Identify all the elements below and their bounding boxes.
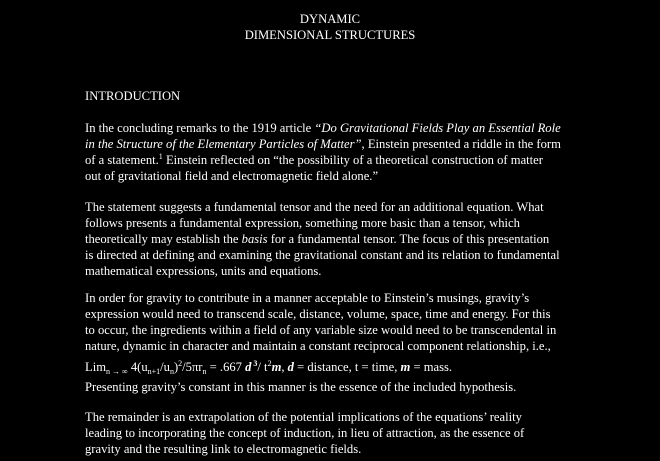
paragraph-4	[85, 379, 650, 395]
formula-subscript: n+1	[147, 367, 161, 376]
paragraph-5-line-1: The remainder is an extrapolation of the potential implications of the equations’ reality	[85, 410, 522, 424]
article-title-part-1: “Do Gravitational Fields Play an Essential Role	[314, 121, 561, 135]
formula-subscript: n	[169, 367, 174, 376]
formula-subscript: n	[202, 367, 207, 376]
formula-text: /5πr	[182, 360, 203, 374]
text-run: for a fundamental tensor. The focus of this presentation	[267, 232, 550, 246]
formula-text: 4(u	[127, 360, 148, 374]
formula-variable-m: m	[271, 360, 282, 374]
paragraph-5-line-3: gravity and the resulting link to electromagnetic fields.	[85, 442, 362, 456]
paragraph-2-line-4: is directed at defining and examining the gravitational constant and its relation to fundamental	[85, 248, 560, 262]
emphasis-basis: basis	[241, 232, 268, 246]
formula-text: = .667	[206, 360, 246, 374]
paragraph-2-line-3	[85, 231, 650, 247]
paragraph-1-line-3	[85, 152, 650, 168]
paragraph-2-line-2: follows presents a fundamental expression, something more basic than a tensor, which	[85, 216, 520, 230]
text-run: Einstein reflected on “the possibility of a theoretical construction of matter	[162, 153, 543, 167]
paragraph-1-line-1	[85, 120, 650, 136]
gravity-formula	[85, 359, 650, 375]
introduction-heading: INTRODUCTION	[85, 89, 181, 103]
formula-variable-m: m	[400, 360, 411, 374]
paragraph-1-line-2	[85, 136, 650, 152]
formula-line	[85, 359, 650, 375]
formula-text: = distance, t = time,	[293, 360, 401, 374]
formula-lim: Lim	[85, 360, 106, 374]
article-title-part-2: in the Structure of the Elementary Particles of Matter”	[85, 137, 362, 151]
paragraph-3-line-2: expression would need to transcend scale, distance, volume, space, time and energy. For this	[85, 307, 551, 321]
paragraph-3	[85, 290, 650, 354]
formula-superscript: 2	[267, 359, 272, 368]
paragraph-4-line-1: Presenting gravity’s constant in this manner is the essence of the included hypothesis.	[85, 380, 517, 394]
paragraph-3-line-3: to occur, the ingredients within a field of any variable size would need to be transcendental in	[85, 323, 557, 337]
formula-text: / t	[257, 360, 268, 374]
formula-text: )	[173, 360, 179, 374]
formula-text: /u	[160, 360, 170, 374]
formula-lim-subscript: n → ∞	[106, 367, 128, 376]
paragraph-3-line-4: nature, dynamic in character and maintain a constant reciprocal component relationship, i.e.,	[85, 339, 551, 353]
paragraph-1-line-4: out of gravitational field and electromagnetic field alone.”	[85, 169, 379, 183]
paragraph-3-line-1: In order for gravity to contribute in a manner acceptable to Einstein’s musings, gravity’s	[85, 291, 530, 305]
formula-variable-d: d	[245, 360, 252, 374]
paragraph-2-line-1: The statement suggests a fundamental tensor and the need for an additional equation. What	[85, 200, 544, 214]
text-run: of a statement.	[85, 153, 159, 167]
document-title	[0, 11, 660, 43]
formula-text: ,	[281, 360, 288, 374]
formula-variable-d: d	[287, 360, 294, 374]
footnote-marker: 1	[158, 152, 163, 161]
text-run: In the concluding remarks to the 1919 article	[85, 121, 315, 135]
text-run: theoretically may establish the	[85, 232, 242, 246]
formula-superscript: 3	[251, 359, 258, 368]
title-line-1: DYNAMIC	[299, 12, 361, 26]
paragraph-2	[85, 199, 650, 279]
paragraph-2-line-5: mathematical expressions, units and equations.	[85, 264, 322, 278]
paragraph-5-line-2: leading to incorporating the concept of induction, in lieu of attraction, as the essence of	[85, 426, 525, 440]
paragraph-1	[85, 120, 650, 184]
formula-text: = mass.	[410, 360, 453, 374]
section-heading	[85, 88, 650, 104]
text-run: , Einstein presented a riddle in the form	[361, 137, 561, 151]
formula-superscript: 2	[178, 359, 183, 368]
paragraph-5	[85, 409, 650, 457]
title-line-2: DIMENSIONAL STRUCTURES	[244, 28, 416, 42]
